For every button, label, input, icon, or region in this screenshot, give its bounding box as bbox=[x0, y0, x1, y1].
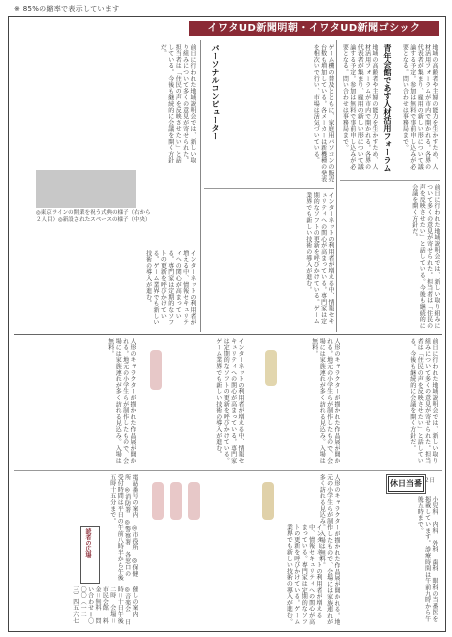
shape-badge bbox=[170, 482, 182, 520]
shape-badge bbox=[150, 350, 162, 390]
page-note: ※ 85%の縮率で表示しています bbox=[14, 5, 120, 13]
article-body: 人形のキャラクターが描かれた作品展が開かれる。地元の小学生らが制作したもので、会場には家族連れが多く訪れる見込み。入場は無料。 bbox=[310, 338, 340, 464]
article-body: インターネットの利用者が増える中、情報セキュリティへの関心が高まっている。専門家は定期的なソフトの更新を呼びかけている。ゲーム業界でも新しい技術の導入が進む。 bbox=[144, 250, 196, 326]
article-body: インターネットの利用者が増える中、情報セキュリティへの関心が高まっている。専門家は定期的なソフトの更新を呼びかけている。ゲーム業界でも新しい技術の導入が進む。 bbox=[285, 524, 322, 625]
article-body: ゲーム機の普及とともに、家庭用パソコンの販売台数も増加している。各メーカーは新機種の発表を相次いで行い、市場は活気づいている。 bbox=[312, 44, 334, 183]
article-body: 地域の高齢者や主婦の能力を生かすため、人材活用フォーラムが市内で開かれる。各界の代表者が集まり、雇用の新しい形について議論する予定。参加は無料で事前申し込みが必要となる。問い合わせは事務局まで。 bbox=[341, 44, 378, 170]
shape-badge bbox=[152, 482, 164, 520]
article-headline: パーソナルコンピューター bbox=[211, 44, 220, 140]
article-body: 人形のキャラクターが描かれた作品展が開かれる。地元の小学生らが制作したもので、会場には家族連れが多く訪れる見込み。入場は無料。 bbox=[318, 474, 340, 626]
photo-caption: ◎東京ラインの開業を祝う式典の様子（右から２人目）◎新設されたスペースの様子（中央） bbox=[36, 210, 151, 223]
photo bbox=[36, 170, 136, 208]
article-body: インターネットの利用者が増える中、情報セキュリティへの関心が高まっている。専門家は定期的なソフトの更新を呼びかけている。ゲーム業界でも新しい技術の導入が進む。 bbox=[214, 338, 244, 464]
section-divider bbox=[14, 334, 442, 335]
article-body: インターネットの利用者が増える中、情報セキュリティへの関心が高まっている。専門家は定期的なソフトの更新を呼びかけている。ゲーム業界でも新しい技術の導入が進む。 bbox=[304, 192, 334, 325]
holiday-title: 休日当番 bbox=[388, 476, 424, 492]
column-rule bbox=[200, 40, 201, 332]
article-body: 電話番号の案内 ◎市役所 ◎保健所 ◎消防署 ◎警察署 各窓口の受付時間は平日の午前八時半から午後五時十五分まで。 bbox=[108, 474, 138, 582]
page-title: イワタUD新聞明朝・イワタUD新聞ゴシック bbox=[189, 21, 439, 36]
article-body: 地域の高齢者や主婦の能力を生かすため、人材活用フォーラムが市内で開かれる。各界の代表者が集まり、雇用の新しい形について議論する予定。参加は無料で事前申し込みが必要となる。問い合わせは事務局まで。 bbox=[401, 44, 438, 170]
article-body: 催しの案内 ◎音楽会 日時＝十日午後二時 会場＝市民会館 料金＝無料 問い合わせ＝〇〇〇（一二三）四五六七 bbox=[71, 586, 138, 625]
article-body: 前日に行われた地域説明会では、新しい取り組みについて多くの意見が寄せられた。担当者は「住民の声を反映させたい」と話している。今後も継続的に会議を開く方針だ。 bbox=[159, 44, 196, 164]
article-headline: 青年会館であす人材活用フォーラム bbox=[383, 44, 392, 172]
section-divider bbox=[14, 470, 442, 471]
column-rule bbox=[336, 40, 337, 332]
section-divider bbox=[340, 180, 440, 181]
article-body: 人形のキャラクターが描かれた作品展が開かれる。地元の小学生らが制作したもので、会場には家族連れが多く訪れる見込み。入場は無料。 bbox=[106, 338, 136, 464]
article-body: 小児科 内科 外科 歯科 眼科の当番医を掲載しています。診療時間は午前九時から午後五時まで。 bbox=[416, 496, 438, 622]
article-body: 前日に行われた地域説明会では、新しい取り組みについて多くの意見が寄せられた。担当者は「住民の声を反映させたい」と話している。今後も継続的に会議を開く方針だ。 bbox=[408, 338, 438, 464]
shape-badge bbox=[262, 482, 274, 520]
holiday-day: ２日 bbox=[424, 478, 436, 484]
shape-badge bbox=[188, 482, 200, 520]
article-body: 前日に行われた地域説明会では、新しい取り組みについて多くの意見が寄せられた。担当者は「住民の声を反映させたい」と話している。今後も継続的に会議を開く方針だ。 bbox=[410, 184, 440, 329]
section-divider bbox=[204, 188, 334, 189]
bottom-left-head: 読者の広場 bbox=[84, 528, 91, 558]
